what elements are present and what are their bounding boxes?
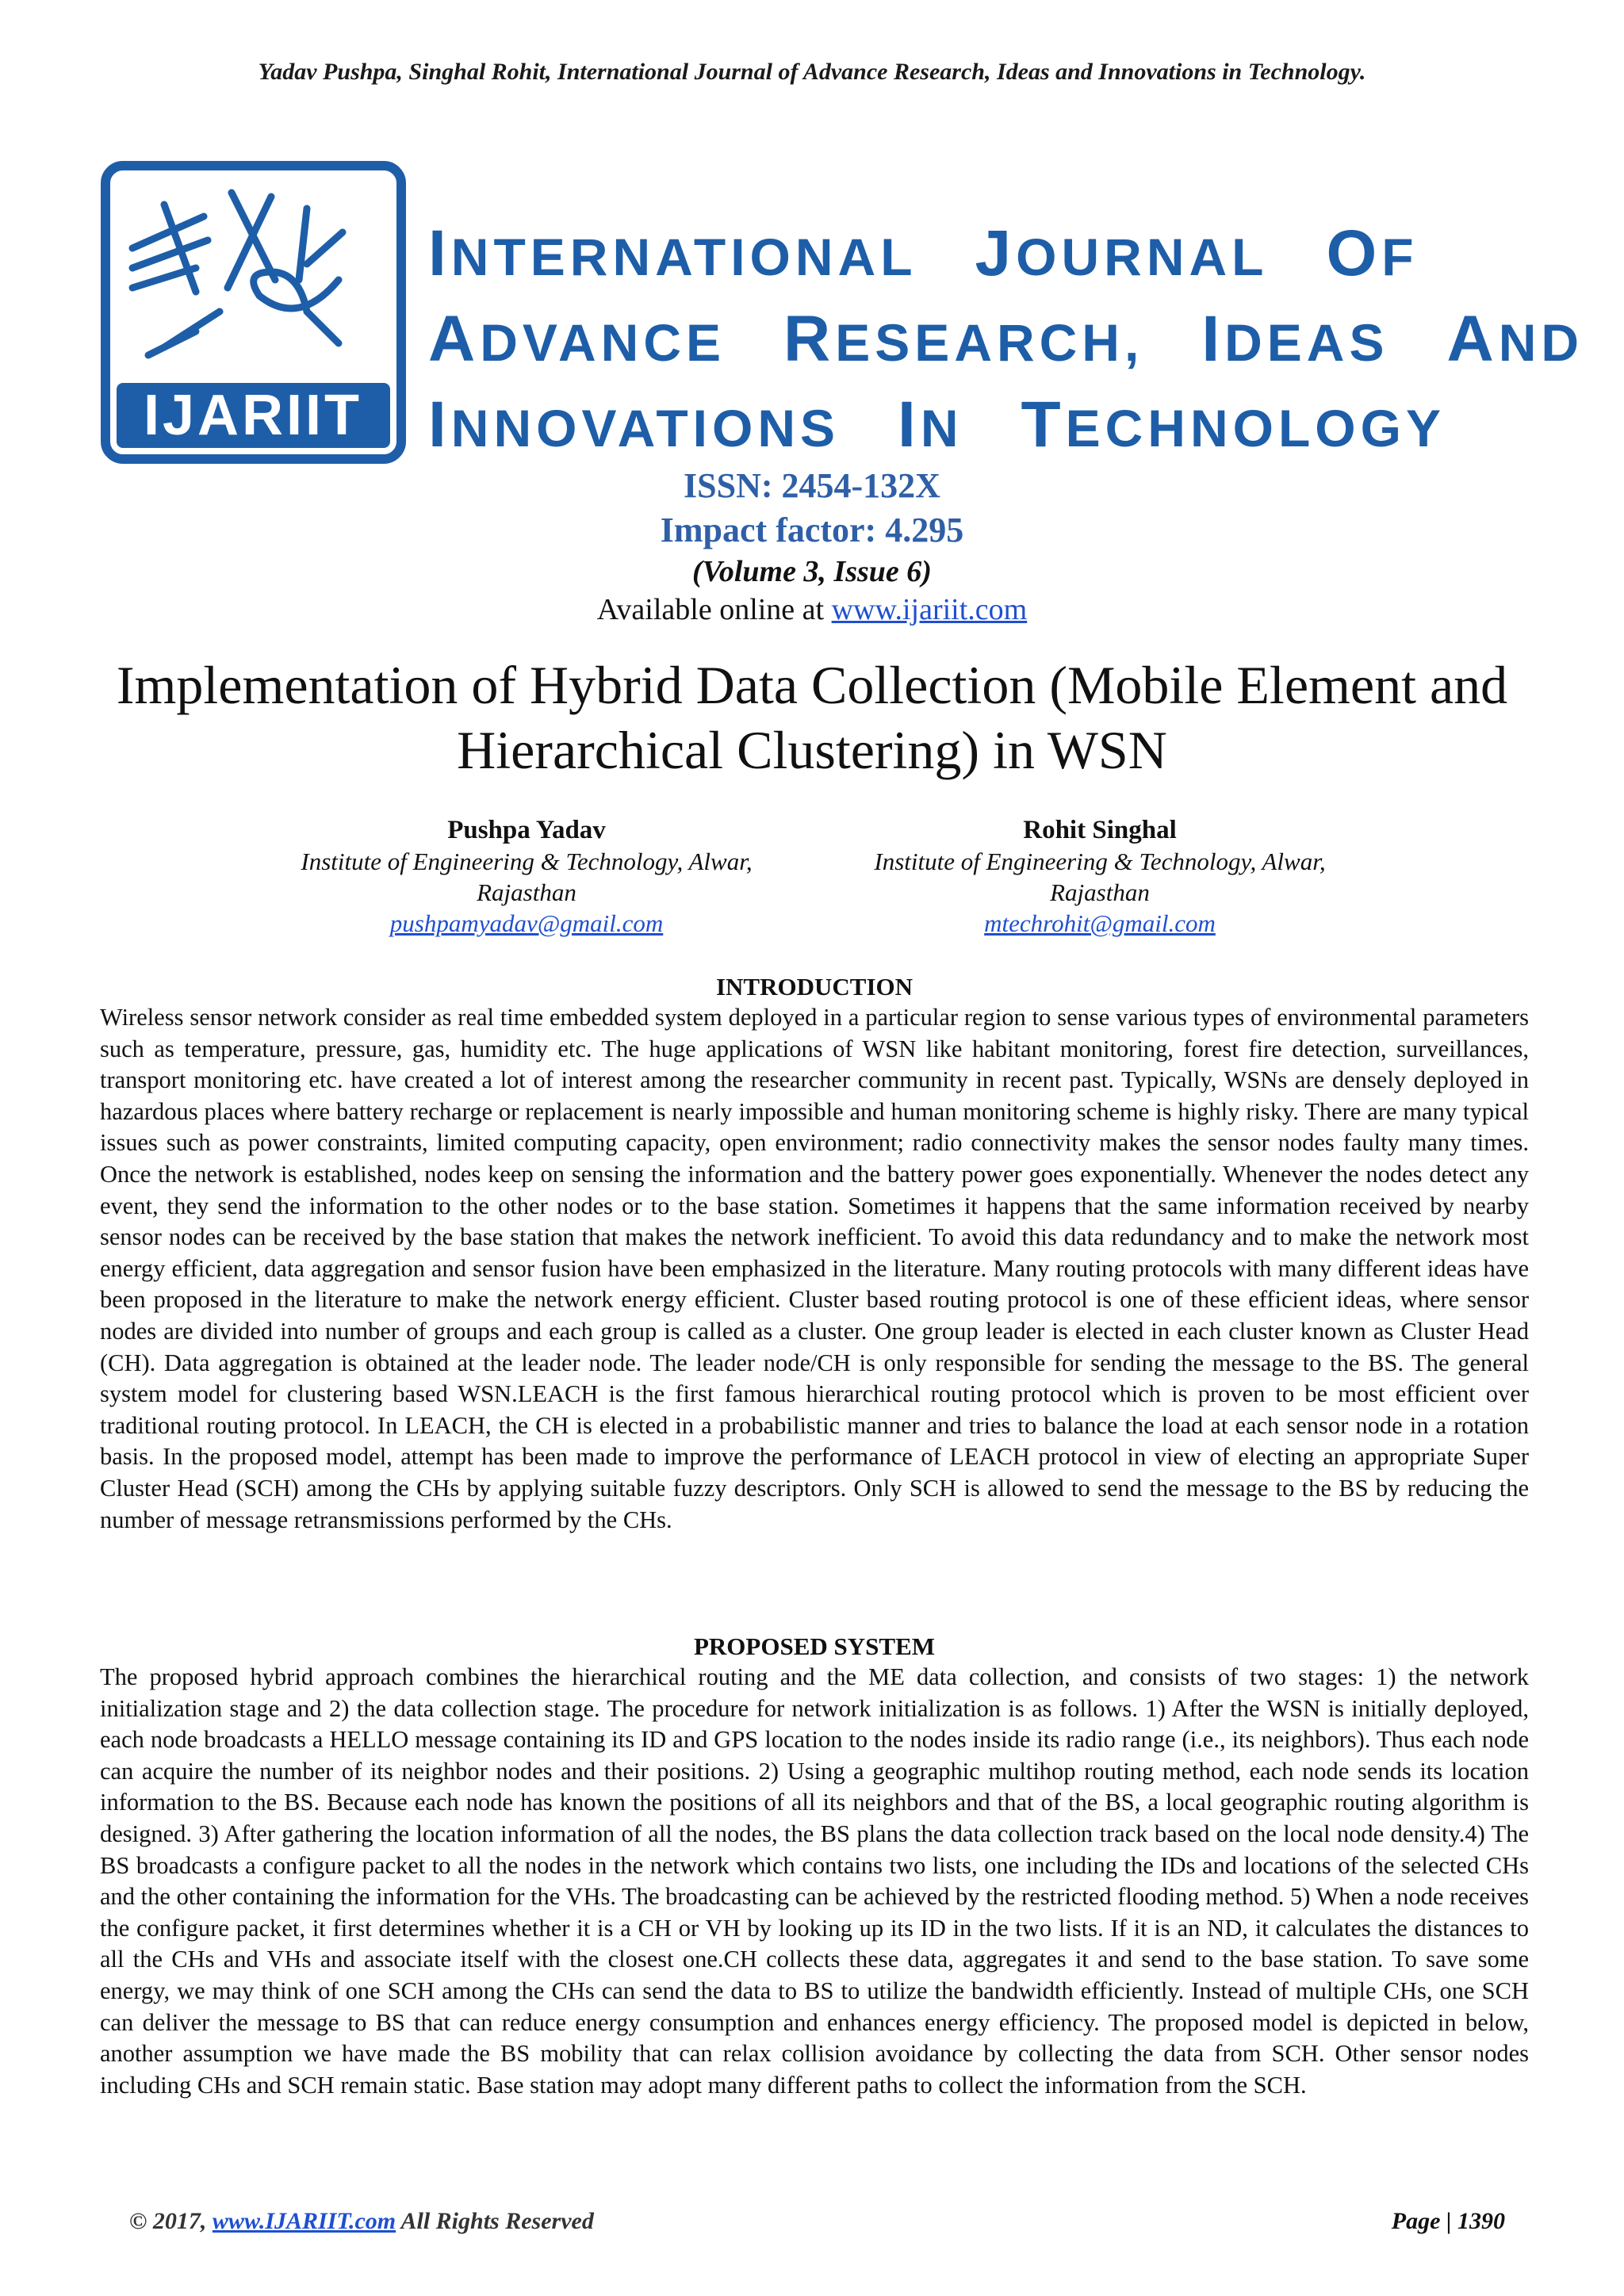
author-name: Rohit Singhal — [1023, 816, 1177, 844]
journal-meta — [0, 464, 1624, 629]
jn-word: INTERNATIONAL — [428, 217, 917, 289]
jn-word: IN — [898, 388, 963, 461]
jn-word: JOURNAL — [975, 217, 1269, 289]
logo-text: IJARIIT — [143, 384, 363, 447]
page-number: Page | 1390 — [1391, 2208, 1505, 2234]
section-proposed-system — [100, 1632, 1529, 2101]
available-online — [0, 591, 1624, 629]
section-introduction — [100, 972, 1529, 1536]
volume-issue: (Volume 3, Issue 6) — [692, 555, 932, 588]
section-heading: PROPOSED SYSTEM — [693, 1632, 936, 1660]
title-line-1: Implementation of Hybrid Data Collection (Mobile Element and — [116, 655, 1508, 715]
available-prefix: Available online at — [596, 593, 832, 626]
author-affiliation: Institute of Engineering & Technology, Alwar, — [301, 848, 753, 875]
jn-word: AND — [1446, 303, 1584, 375]
section-body: Wireless sensor network consider as real time embedded system deployed in a particular region to sense various types of environmental parameters such as temperature, pressure, gas, humidity etc. The huge applications of WSN like habitant monitoring, forest fire detection, surveillances, transport monitoring etc. have created a lot of interest among the researcher community in recent past. Typically, WSNs are densely deployed in hazardous places where battery recharge or replacement is nearly impossible and human monitoring scheme is highly risky. There are many typical issues such as power constraints, limited computing capacity, open environment; radio connectivity makes the sensor nodes faulty many times. Once the network is established, nodes keep on sensing the information and the battery power goes exponentially. Whenever the nodes detect any event, they send the information to the other nodes or to the base station. Sometimes it happens that the same information received by nearby sensor nodes can be received by the base station that makes the network inefficient. To avoid this data redundancy and to make the network most energy efficient, data aggregation and sensor fusion have been emphasized in the literature. Many routing protocols with many different ideas have been proposed in the literature to make the network energy efficient. Cluster based routing protocol is one of these efficient ideas, where sensor nodes are divided into number of groups and each group is called as a cluster. One group leader is elected in each cluster known as Cluster Head (CH). Data aggregation is obtained at the leader node. The leader node/CH is only responsible for sending the message to the BS. The general system model for clustering based WSN.LEACH is the first famous hierarchical routing protocol which is proven to be most efficient over traditional routing protocol. In LEACH, the CH is elected in a probabilistic manner and tries to balance the load at each sensor node in a rotation basis. In the proposed model, attempt has been made to improve the performance of LEACH protocol in view of electing an appropriate Super Cluster Head (SCH) among the CHs by applying suitable fuzzy descriptors. Only SCH is allowed to send the message to the BS by reducing the number of message retransmissions performed by the CHs. — [100, 1004, 1529, 1533]
footer-copyright — [129, 2208, 594, 2235]
issn: ISSN: 2454-132X — [684, 466, 940, 505]
author-affiliation-location: Rajasthan — [477, 878, 576, 906]
author-name: Pushpa Yadav — [447, 816, 606, 844]
journal-name-line-2 — [428, 298, 1584, 384]
copyright-text: © 2017, — [129, 2208, 213, 2234]
author-email-link[interactable]: pushpamyadav@gmail.com — [389, 909, 664, 937]
journal-name-line-1 — [428, 212, 1538, 298]
jn-word: ADVANCE — [428, 303, 726, 375]
author-email-link[interactable]: mtechrohit@gmail.com — [984, 909, 1216, 937]
logo-emblem-icon — [101, 161, 406, 464]
running-header: Yadav Pushpa, Singhal Rohit, International Journal of Advance Research, Ideas and Innovations in Technology. — [258, 59, 1366, 85]
journal-name — [428, 212, 1584, 469]
rights-text: All Rights Reserved — [396, 2208, 594, 2234]
author-block — [249, 815, 804, 939]
paper-title — [79, 652, 1545, 783]
jn-word: RESEARCH, — [783, 303, 1144, 375]
jn-word: TECHNOLOGY — [1021, 388, 1446, 461]
jn-word: INNOVATIONS — [428, 388, 841, 461]
impact-factor: Impact factor: 4.295 — [660, 511, 964, 549]
author-block — [822, 815, 1377, 939]
author-affiliation: Institute of Engineering & Technology, Alwar, — [874, 848, 1326, 875]
section-body: The proposed hybrid approach combines the hierarchical routing and the ME data collection, and consists of two stages: 1) the network initialization stage and 2) the data collection stage. The procedure for network initialization is as follows. 1) After the WSN is initially deployed, each node broadcasts a HELLO message containing its ID and GPS location to the nodes inside its radio range (i.e., its neighbors). Thus each node can acquire the number of its neighbor nodes and their positions. 2) Using a geographic multihop routing method, each node sends its location information to the BS. Because each node has known the positions of all its neighbors and that of the BS, a local geographic routing algorithm is designed. 3) After gathering the location information of all the nodes, the BS plans the data collection track based on the local node density.4) The BS broadcasts a configure packet to all the nodes in the network which contains two lists, one including the IDs and locations of the selected CHs and the other containing the information for the VHs. The broadcasting can be achieved by the restricted flooding method. 5) When a node receives the configure packet, it first determines whether it is a CH or VH by looking up its ID in the two lists. If it is an ND, it calculates the distances to all the CHs and VHs and associate itself with the closest one.CH collects these data, aggregates it and send to the base station. To save some energy, we may think of one SCH among the CHs can send the data to BS to utilize the bandwidth efficiently. Instead of multiple CHs, one SCH can deliver the message to BS that can reduce energy consumption and enhances energy efficiency. The proposed model is depicted in below, another assumption we have made the BS mobility that can relax collision avoidance by collecting the data from SCH. Other sensor nodes including CHs and SCH remain static. Base station may adopt many different paths to collect the information from the SCH. — [100, 1663, 1529, 2099]
title-line-2: Hierarchical Clustering) in WSN — [457, 720, 1167, 780]
jn-word: OF — [1326, 217, 1419, 289]
jn-word: IDEAS — [1201, 303, 1389, 375]
author-affiliation-location: Rajasthan — [1050, 878, 1150, 906]
section-heading: INTRODUCTION — [715, 973, 914, 1001]
footer-site-link[interactable]: www.IJARIIT.com — [212, 2208, 396, 2234]
journal-name-line-3 — [428, 384, 1538, 469]
journal-logo — [101, 161, 406, 464]
website-link[interactable]: www.ijariit.com — [831, 593, 1028, 626]
